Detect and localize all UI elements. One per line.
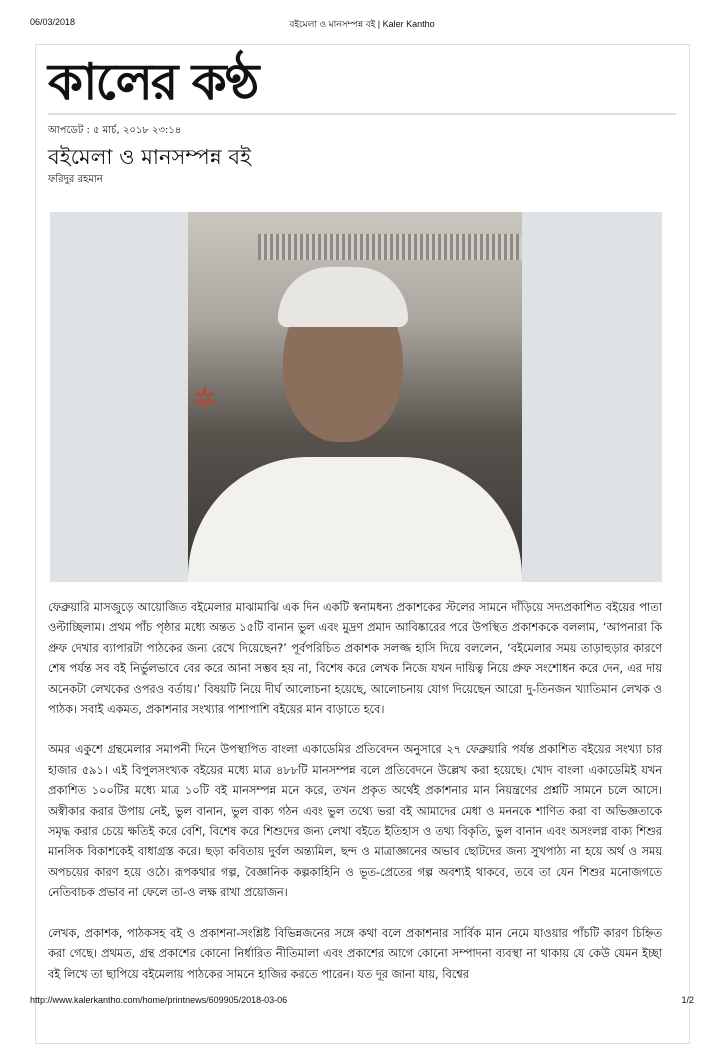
paragraph: ফেব্রুয়ারি মাসজুড়ে আয়োজিত বইমেলার মাঝামাঝি এক দিন একটি স্বনামধন্য প্রকাশকের স্টলের সামনে দাঁড়িয়ে সদ্যপ্রকাশিত বইয়ের পাতা ওল্টাচ্ছিলাম। প্রথম পাঁচ পৃষ্ঠার মধ্যে অন্তত ১৫টি বানান ভুল এবং মুদ্রণ প্রমাদ আবিষ্কারের পরে উপস্থিত প্রকাশককে বললাম, ‘আপনারা কি প্রুফ দেখার ব্যাপারটা পাঠকের জন্য রেখে দিয়েছেন?’ পূর্বপরিচিত প্রকাশক সলজ্জ হাসি দিয়ে বললেন, ‘বইমেলার সময় তাড়াহুড়ার কারণে শেষ পর্যন্ত সব বই নির্ভুলভাবে বের করে আনা সম্ভব হয় না, বিশেষ করে লেখক নিজে যখন দায়িত্ব নিয়ে প্রুফ সংশোধন করে দেন, এর দায় অনেকটা লেখকের ওপরও বর্তায়।’ বিষয়টি নিয়ে দীর্ঘ আলোচনা হয়েছে, আলোচনায় যোগ দিয়েছেন আরো দু-তিনজন খ্যাতিমান লেখক ও পাঠক। সবাই একমত, প্রকাশনার সংখ্যার পাশাপাশি বইয়ের মান বাড়াতে হবে। [48,601,662,717]
flower-decoration-icon: ✲ [193,382,217,415]
site-logo[interactable]: কালের কণ্ঠ [48,53,258,111]
article-photo [50,212,662,582]
page-number: 1/2 [681,995,694,1005]
photo-ceiling [258,234,522,260]
header-divider [48,113,676,115]
photo-scene [188,212,522,582]
print-date: 06/03/2018 [30,17,76,27]
paragraph: অমর একুশে গ্রন্থমেলার সমাপনী দিনে উপস্থাপিত বাংলা একাডেমির প্রতিবেদন অনুসারে ২৭ ফেব্রুয়ারি পর্যন্ত প্রকাশিত বইয়ের সংখ্যা চার হাজার ৫৯১। এই বিপুলসংখ্যক বইয়ের মধ্যে মাত্র ৪৮৮টি মানসম্পন্ন বলে প্রতিবেদনে উল্লেখ করা হয়েছে। খোদ বাংলা একাডেমিই যখন প্রকাশিত ১০০টির মধ্যে মাত্র ১০টি বই মানসম্পন্ন মনে করে, তখন প্রকৃত অর্থেই প্রকাশনার মান নিয়ন্ত্রণের প্রশ্নটি সামনে চলে আসে। অস্বীকার করার উপায় নেই, ভুল বানান, ভুল বাক্য গঠন এবং ভুল তথ্যে ভরা বই আমাদের মেধা ও মননকে শাণিত করা বা অভিজ্ঞতাকে সমৃদ্ধ করার চেয়ে ক্ষতিই করে বেশি, বিশেষ করে শিশুদের জন্য লেখা বইতে ইতিহাস ও তথ্য বিকৃতি, ভুল বানান এবং অসংলগ্ন বাক্য শিশুর মানসিক বিকাশকেই বাধাগ্রস্ত করে। ছড়া কবিতায় দুর্বল অন্ত্যমিল, ছন্দ ও মাত্রাজ্ঞানের অভাব ছোটদের জন্য সুখপাঠ্য না হয়ে অর্থ ও সময় অপচয়ের কারণ হয়ে ওঠে। রূপকথার গল্প, বৈজ্ঞানিক কল্পকাহিনি ও ভূত-প্রেতের গল্প অবশ্যই থাকবে, তবে তা যেন শিশুর মনোজগতে নেতিবাচক প্রভাব না ফেলে তা-ও লক্ষ রাখা প্রয়োজন। [48,743,662,900]
paragraph: লেখক, প্রকাশক, পাঠকসহ বই ও প্রকাশনা-সংশ্লিষ্ট বিভিন্নজনের সঙ্গে কথা বলে প্রকাশনার সার্বিক মান নেমে যাওয়ার পাঁচটি কারণ চিহ্নিত করা গেছে। প্রথমত, গ্রন্থ প্রকাশের কোনো নির্ধারিত নীতিমালা এবং প্রকাশের আগে কোনো সম্পাদনা ব্যবস্থা না থাকায় যে কেউ যেমন ইচ্ছা বই লিখে তা ছাপিয়ে বইমেলায় পাঠকের সামনে হাজির করতে পারেন। যত দূর জানা যায়, বিশ্বের [48,926,662,981]
updated-timestamp: আপডেট : ৫ মার্চ, ২০১৮ ২৩:১৪ [48,125,182,136]
article-title: বইমেলা ও মানসম্পন্ন বই [48,145,252,169]
print-page-title: বইমেলা ও মানসম্পন্ন বই | Kaler Kantho [289,19,435,29]
article-body [48,598,662,1005]
photo-shirt [188,457,522,582]
photo-hair [278,267,408,327]
article-author: ফরিদুর রহমান [48,174,103,185]
print-url: http://www.kalerkantho.com/home/printnews/609905/2018-03-06 [30,995,288,1005]
